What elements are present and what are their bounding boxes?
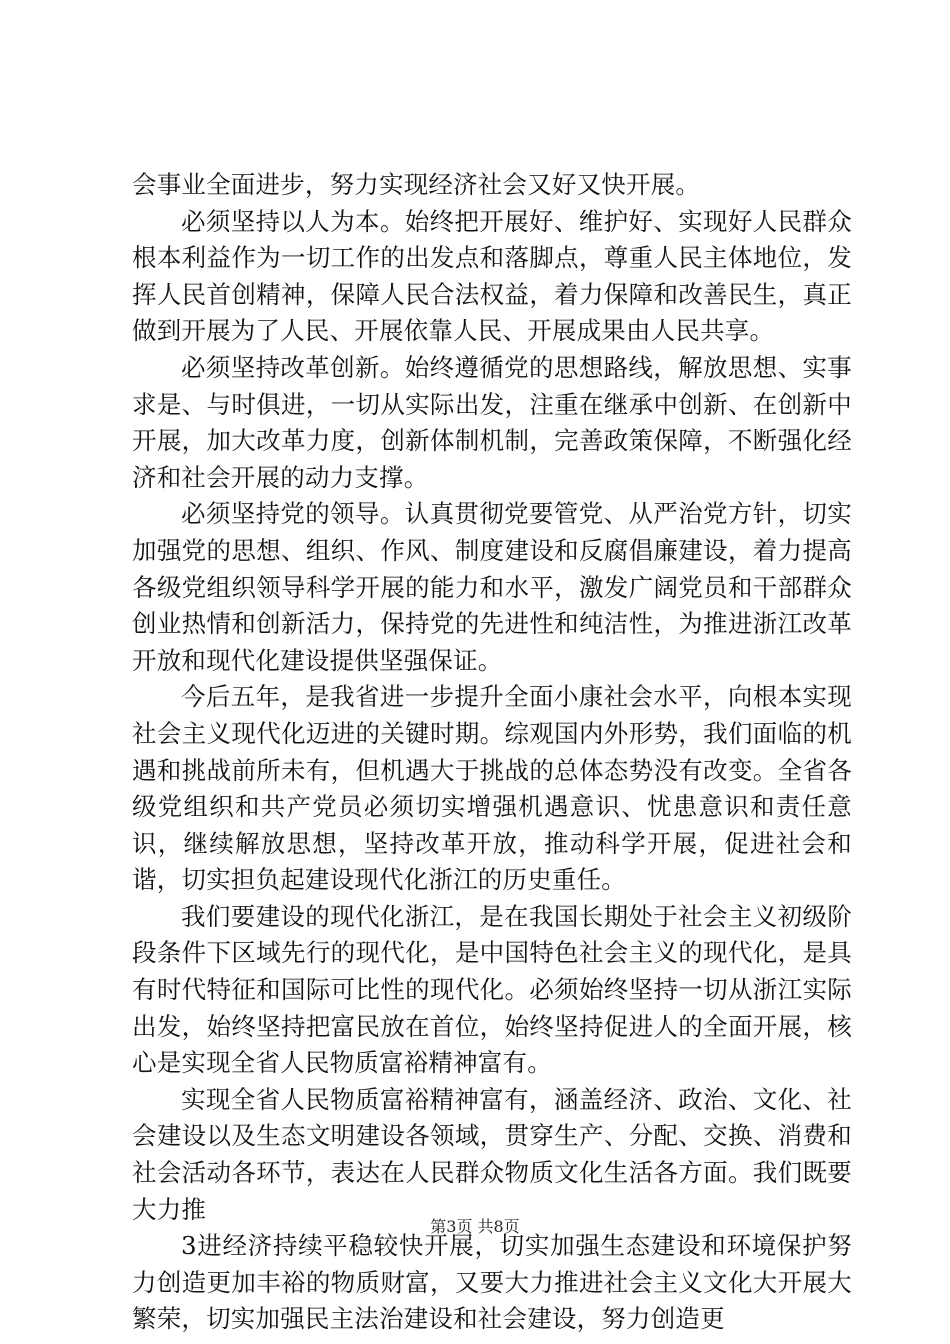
paragraph-5: 今后五年，是我省进一步提升全面小康社会水平，向根本实现社会主义现代化迈进的关键时期。综观国内外形势，我们面临的机遇和挑战前所未有，但机遇大于挑战的总体态势没有改变。全省各级党组织和共产党员必须切实增强机遇意识、忧患意识和责任意识，继续解放思想，坚持改革开放，推动科学开展，促进社会和谐，切实担负起建设现代化浙江的历史重任。 — [132, 682, 852, 895]
paragraph-7: 实现全省人民物质富裕精神富有，涵盖经济、政治、文化、社会建设以及生态文明建设各领域，贯穿生产、分配、交换、消费和社会活动各环节，表达在人民群众物质文化生活各方面。我们既要大力推 — [132, 1084, 852, 1224]
paragraph-8: 3进经济持续平稳较快开展，切实加强生态建设和环境保护努力创造更加丰裕的物质财富，又要大力推进社会主义文化大开展大繁荣，切实加强民主法治建设和社会建设，努力创造更 — [132, 1231, 852, 1334]
paragraph-2: 必须坚持以人为本。始终把开展好、维护好、实现好人民群众根本利益作为一切工作的出发点和落脚点，尊重人民主体地位，发挥人民首创精神，保障人民合法权益，着力保障和改善民生，真正做到开展为了人民、开展依靠人民、开展成果由人民共享。 — [132, 206, 852, 346]
paragraph-3: 必须坚持改革创新。始终遵循党的思想路线，解放思想、实事求是、与时俱进，一切从实际出发，注重在继承中创新、在创新中开展，加大改革力度，创新体制机制，完善政策保障，不断强化经济和社会开展的动力支撑。 — [132, 352, 852, 492]
document-body — [132, 167, 852, 1338]
paragraph-6: 我们要建设的现代化浙江，是在我国长期处于社会主义初级阶段条件下区域先行的现代化，是中国特色社会主义的现代化，是具有时代特征和国际可比性的现代化。必须始终坚持一切从浙江实际出发，始终坚持把富民放在首位，始终坚持促进人的全面开展，核心是实现全省人民物质富裕精神富有。 — [132, 901, 852, 1078]
paragraph-4: 必须坚持党的领导。认真贯彻党要管党、从严治党方针，切实加强党的思想、组织、作风、制度建设和反腐倡廉建设，着力提高各级党组织领导科学开展的能力和水平，激发广阔党员和干部群众创业热情和创新活力，保持党的先进性和纯洁性，为推进浙江改革开放和现代化建设提供坚强保证。 — [132, 499, 852, 675]
page-number-footer: 第3页 共8页 — [430, 1217, 520, 1236]
paragraph-1: 会事业全面进步，努力实现经济社会又好又快开展。 — [132, 170, 701, 199]
